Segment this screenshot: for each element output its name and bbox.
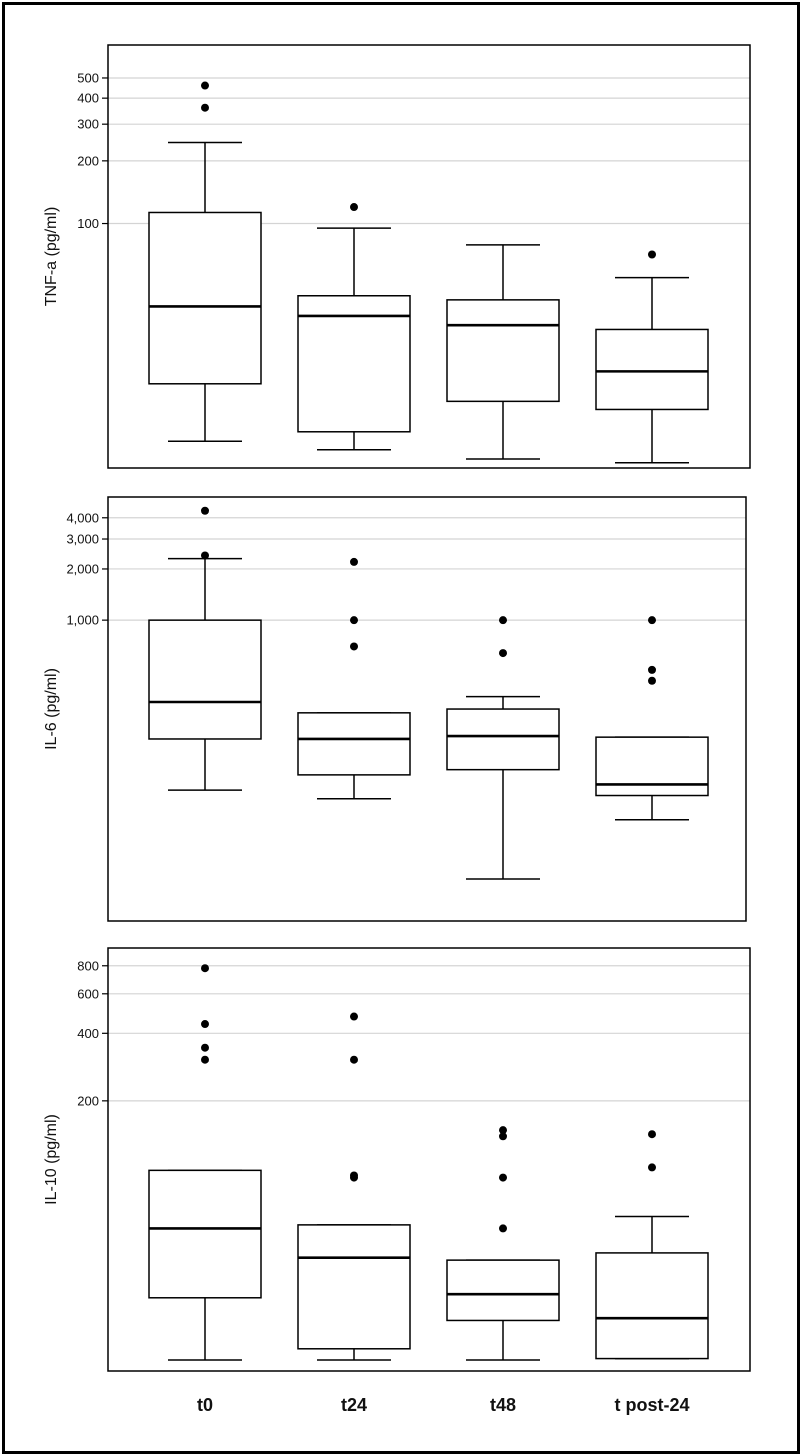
outlier-point xyxy=(201,507,209,515)
outlier-point xyxy=(350,1171,358,1179)
y-tick-label: 2,000 xyxy=(66,561,99,577)
outlier-point xyxy=(350,616,358,624)
box-t48 xyxy=(447,1126,559,1360)
outlier-point xyxy=(499,616,507,624)
outlier-point xyxy=(648,677,656,685)
y-tick-label: 200 xyxy=(77,1093,99,1109)
outlier-point xyxy=(350,1013,358,1021)
outlier-point xyxy=(499,1126,507,1134)
box-iqr xyxy=(298,1225,410,1349)
y-tick-label: 1,000 xyxy=(66,612,99,628)
y-axis-label: IL-10 (pg/ml) xyxy=(43,1114,60,1205)
box-t-post-24 xyxy=(596,616,708,820)
y-tick-label: 500 xyxy=(77,70,99,86)
box-iqr xyxy=(447,1260,559,1320)
outlier-point xyxy=(648,251,656,259)
y-tick-label: 800 xyxy=(77,958,99,974)
outlier-point xyxy=(648,616,656,624)
box-iqr xyxy=(596,737,708,795)
outlier-point xyxy=(201,551,209,559)
outlier-point xyxy=(499,649,507,657)
outlier-point xyxy=(201,1044,209,1052)
box-iqr xyxy=(596,329,708,409)
outlier-point xyxy=(350,1056,358,1064)
box-t48 xyxy=(447,245,559,459)
x-category-label: t48 xyxy=(489,1395,517,1415)
y-tick-label: 600 xyxy=(77,986,99,1002)
box-t0 xyxy=(149,964,261,1360)
y-axis-label: TNF-a (pg/ml) xyxy=(43,206,60,307)
outlier-point xyxy=(350,642,358,650)
panel-1 xyxy=(43,45,750,468)
outlier-point xyxy=(648,1163,656,1171)
outlier-point xyxy=(648,666,656,674)
outlier-point xyxy=(499,1174,507,1182)
box-t48 xyxy=(447,616,559,879)
y-tick-label: 200 xyxy=(77,153,99,169)
box-t24 xyxy=(298,203,410,450)
y-tick-label: 400 xyxy=(77,1025,99,1041)
x-category-label: t24 xyxy=(340,1395,368,1415)
outlier-point xyxy=(201,964,209,972)
outlier-point xyxy=(350,558,358,566)
outlier-point xyxy=(350,203,358,211)
box-iqr xyxy=(149,1170,261,1297)
box-iqr xyxy=(149,212,261,383)
box-t24 xyxy=(298,558,410,799)
panel-2 xyxy=(43,497,746,921)
x-category-label: t0 xyxy=(196,1395,214,1415)
outlier-point xyxy=(201,1056,209,1064)
outlier-point xyxy=(201,1020,209,1028)
box-iqr xyxy=(447,709,559,770)
y-tick-label: 400 xyxy=(77,90,99,106)
box-t0 xyxy=(149,82,261,442)
box-t0 xyxy=(149,507,261,790)
y-axis-label: IL-6 (pg/ml) xyxy=(43,668,60,750)
panel-3 xyxy=(43,948,750,1371)
outlier-point xyxy=(201,82,209,90)
box-iqr xyxy=(596,1253,708,1359)
y-tick-label: 300 xyxy=(77,116,99,132)
y-tick-label: 3,000 xyxy=(66,531,99,547)
box-t24 xyxy=(298,1013,410,1360)
box-iqr xyxy=(447,300,559,401)
box-iqr xyxy=(298,713,410,775)
box-iqr xyxy=(149,620,261,739)
y-tick-label: 4,000 xyxy=(66,510,99,526)
x-category-label: t post-24 xyxy=(614,1395,690,1415)
outlier-point xyxy=(648,1130,656,1138)
box-t-post-24 xyxy=(596,251,708,463)
box-t-post-24 xyxy=(596,1130,708,1358)
outlier-point xyxy=(499,1224,507,1232)
outlier-point xyxy=(201,104,209,112)
y-tick-label: 100 xyxy=(77,216,99,232)
